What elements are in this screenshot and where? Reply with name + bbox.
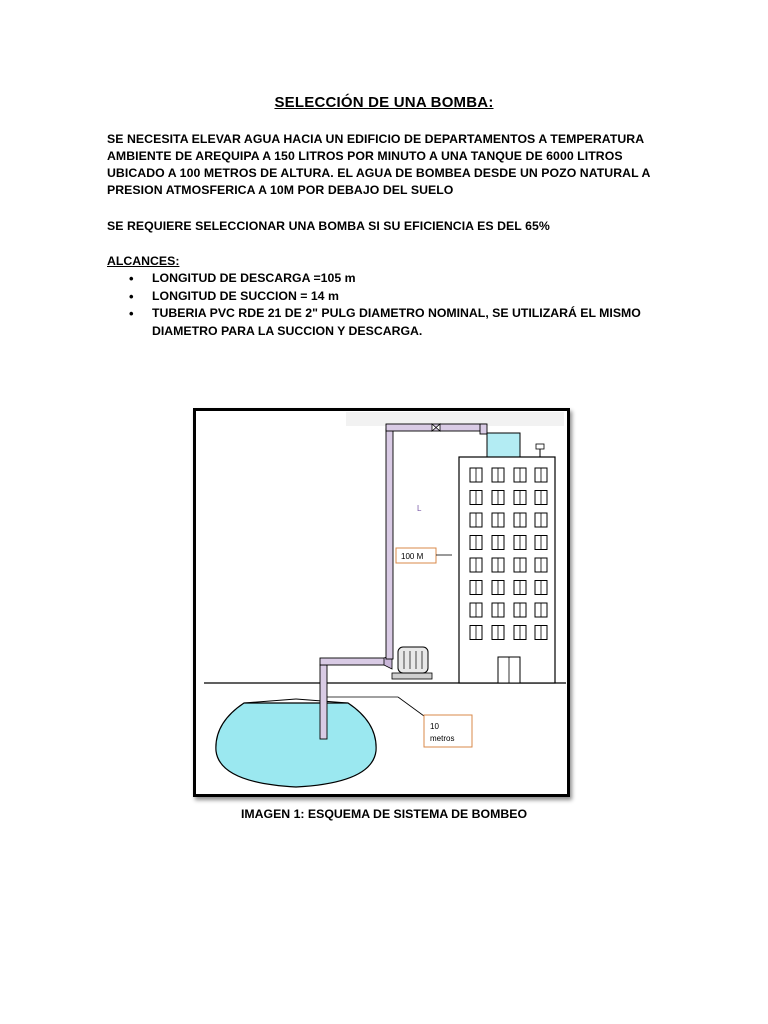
pumping-system-diagram	[196, 411, 567, 794]
pumping-system-figure	[193, 408, 570, 797]
page-title: SELECCIÓN DE UNA BOMBA:	[274, 94, 494, 111]
discharge-pipe-vertical	[386, 429, 393, 659]
pump-base	[392, 673, 432, 679]
suction-pipe-vertical	[320, 665, 327, 739]
efficiency-requirement: SE REQUIERE SELECCIONAR UNA BOMBA SI SU EFICIENCIA ES DEL 65%	[107, 219, 550, 233]
scope-item-discharge-length: • LONGITUD DE DESCARGA =105 m	[107, 270, 667, 288]
pump-body	[398, 647, 428, 673]
scope-list	[107, 270, 667, 340]
stray-mark: L	[417, 504, 422, 513]
suction-pipe-horizontal	[320, 658, 388, 665]
tank-inlet-pipe	[480, 424, 487, 434]
height-label: 100 M	[401, 552, 424, 561]
depth-label-line2: metros	[430, 734, 455, 743]
depth-leader-diagonal	[398, 697, 424, 716]
problem-statement: SE NECESITA ELEVAR AGUA HACIA UN EDIFICIO DE DEPARTAMENTOS A TEMPERATURA AMBIENTE DE AREQUIPA A 150 LITROS POR MINUTO A UNA TANQUE DE 6000 LITROS UBICADO A 100 METROS DE ALTURA. EL AGUA DE BOMBEA DESDE UN POZO NATURAL A PRESION ATMOSFERICA A 10M POR DEBAJO DEL SUELO	[107, 132, 650, 197]
antenna-icon	[536, 444, 544, 449]
scope-item-pipe-spec: • TUBERIA PVC RDE 21 DE 2" PULG DIAMETRO NOMINAL, SE UTILIZARÁ EL MISMO DIAMETRO PARA LA SUCCION Y DESCARGA.	[107, 305, 667, 340]
depth-label-line1: 10	[430, 722, 439, 731]
scope-heading: ALCANCES:	[107, 254, 180, 268]
scope-item-suction-length: • LONGITUD DE SUCCION = 14 m	[107, 288, 667, 306]
figure-caption: IMAGEN 1: ESQUEMA DE SISTEMA DE BOMBEO	[240, 807, 528, 821]
well-water	[216, 703, 376, 787]
rooftop-tank	[487, 433, 520, 457]
